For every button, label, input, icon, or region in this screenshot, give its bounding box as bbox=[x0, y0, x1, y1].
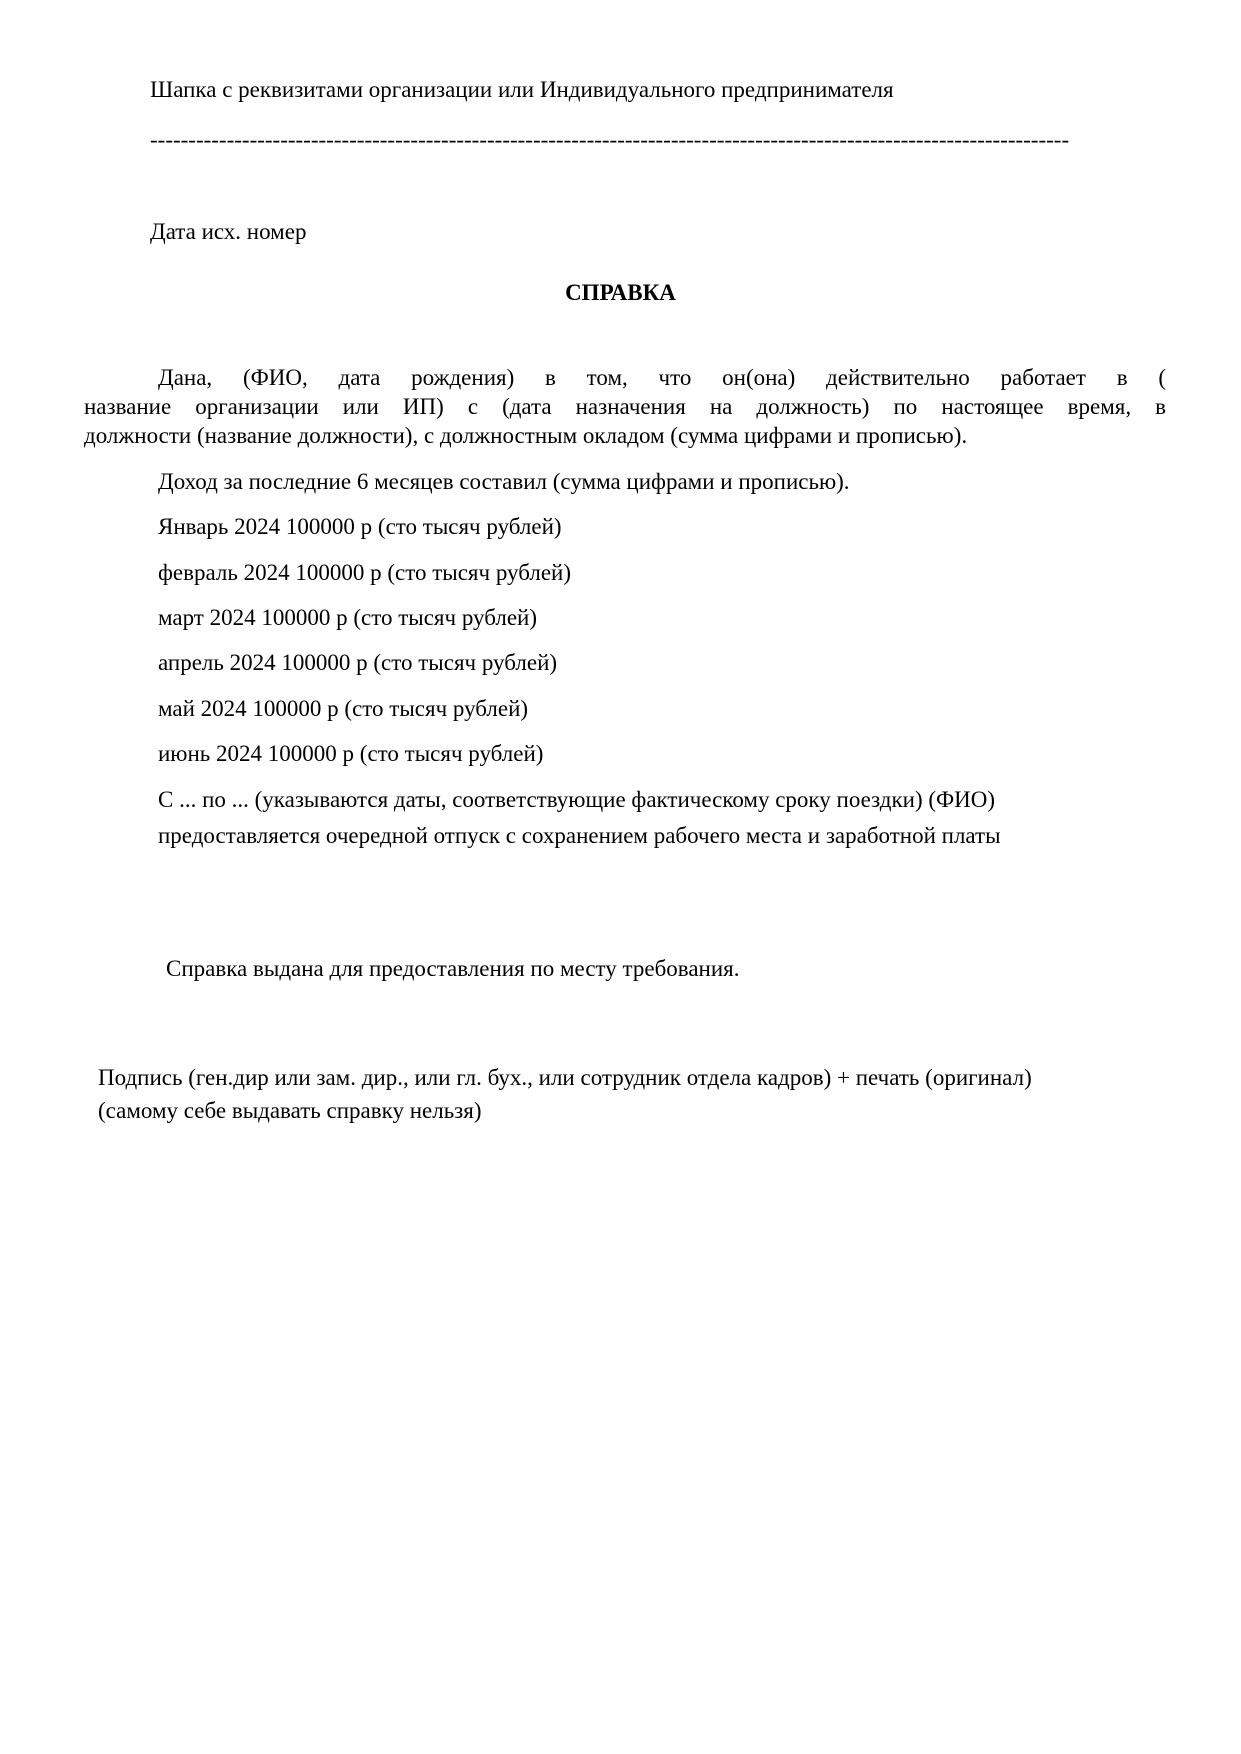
income-month-february: февраль 2024 100000 р (сто тысяч рублей) bbox=[158, 560, 572, 585]
date-outgoing-number: Дата исх. номер bbox=[150, 219, 307, 244]
document-title: СПРАВКА bbox=[565, 280, 676, 305]
issued-note: Справка выдана для предоставления по месту требования. bbox=[166, 956, 740, 981]
income-month-march: март 2024 100000 р (сто тысяч рублей) bbox=[158, 605, 538, 630]
income-month-may: май 2024 100000 р (сто тысяч рублей) bbox=[158, 696, 529, 721]
income-month-april: апрель 2024 100000 р (сто тысяч рублей) bbox=[158, 650, 558, 675]
paragraph-line-3: должности (название должности), с должностным окладом (сумма цифрами и прописью). bbox=[84, 423, 968, 448]
vacation-line-1: С ... по ... (указываются даты, соответствующие фактическому сроку поездки) (ФИО) bbox=[158, 787, 996, 812]
header-separator: ------------------------------------------------------------------------------------------------------------------------ bbox=[150, 127, 1070, 152]
income-intro: Доход за последние 6 месяцев составил (сумма цифрами и прописью). bbox=[158, 469, 850, 494]
vacation-line-2: предоставляется очередной отпуск с сохранением рабочего места и заработной платы bbox=[158, 823, 1001, 848]
paragraph-line-2: название организации или ИП) с (дата назначения на должность) по настоящее время, в bbox=[84, 394, 1166, 419]
paragraph-line-1 bbox=[84, 364, 1166, 392]
requisites-header: Шапка с реквизитами организации или Индивидуального предпринимателя bbox=[150, 77, 894, 102]
signature-line-1: Подпись (ген.дир или зам. дир., или гл. бух., или сотрудник отдела кадров) + печать (оригинал) bbox=[98, 1065, 1032, 1090]
signature-line-2: (самому себе выдавать справку нельзя) bbox=[98, 1098, 482, 1123]
income-month-june: июнь 2024 100000 р (сто тысяч рублей) bbox=[158, 741, 544, 766]
income-month-january: Январь 2024 100000 р (сто тысяч рублей) bbox=[158, 514, 562, 539]
paragraph-line-1-text: Дана, (ФИО, дата рождения) в том, что он(она) действительно работает в ( bbox=[158, 365, 1166, 390]
